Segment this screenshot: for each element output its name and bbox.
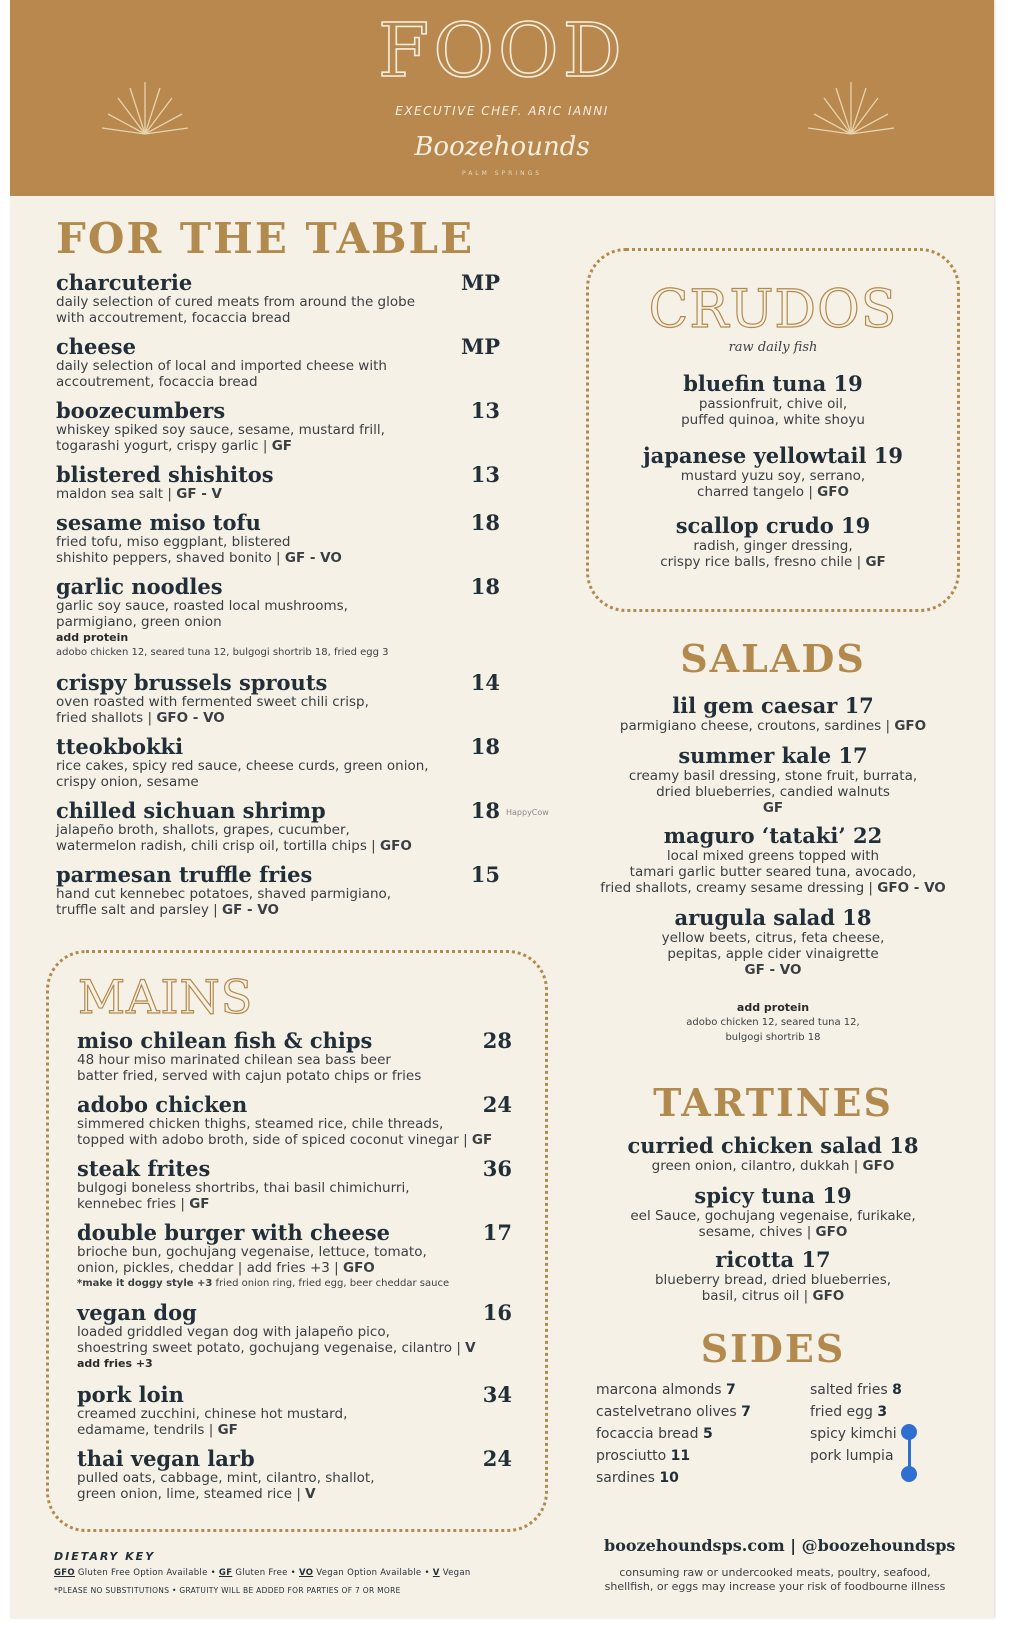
table-item-name: blistered shishitos (56, 462, 274, 487)
table-item-desc-text: maldon sea salt | (56, 486, 177, 502)
selection-handle-end[interactable] (901, 1466, 917, 1482)
dietary-desc: Vegan Option Available (313, 1568, 422, 1578)
mains-item-price: 36 (482, 1156, 512, 1181)
mains-item-extra-label: *make it doggy style +3 (77, 1278, 213, 1289)
table-item-name: charcuterie (56, 270, 193, 295)
side-item-price: 10 (659, 1470, 679, 1486)
salads-item-desc (580, 768, 966, 816)
side-item (810, 1448, 894, 1464)
table-item-price: 18 (470, 798, 500, 823)
table-item (56, 734, 500, 790)
crudos-item-name: bluefin tuna 19 (683, 371, 863, 396)
mains-item-desc-text: brioche bun, gochujang vegenaise, lettuce, tomato, onion, pickles, cheddar | add fries +3 | (77, 1244, 427, 1276)
mains-item-dietary-tag: V (465, 1340, 476, 1356)
table-item-desc-text: hand cut kennebec potatoes, shaved parmigiano, truffle salt and parsley | (56, 886, 392, 918)
mains-item-name: adobo chicken (77, 1092, 248, 1117)
table-item-desc-text: daily selection of local and imported cheese with accoutrement, focaccia bread (56, 358, 387, 390)
mains-item-price: 28 (482, 1028, 512, 1053)
tartines-item-name: ricotta 17 (715, 1247, 831, 1272)
tartines-item (580, 1134, 966, 1174)
mains-item-price: 24 (482, 1092, 512, 1117)
side-item (596, 1470, 679, 1486)
tartines-item (580, 1248, 966, 1304)
table-item (56, 798, 500, 854)
mains-item-desc-text: simmered chicken thighs, steamed rice, chile threads, topped with adobo broth, side of spiced coconut vinegar | (77, 1116, 468, 1148)
salads-item-desc-text: local mixed greens topped with tamari garlic butter seared tuna, avocado, fried shallots, creamy sesame dressing | (600, 848, 917, 896)
side-item-name: prosciutto (596, 1448, 671, 1464)
tartines-item-dietary-tag: GFO (862, 1158, 895, 1174)
side-item-price: 7 (726, 1382, 736, 1398)
table-item-dietary-tag: GF - VO (284, 550, 342, 566)
executive-chef: EXECUTIVE CHEF. ARIC IANNI (395, 104, 609, 118)
salads-item-desc-text: creamy basil dressing, stone fruit, burrata, dried blueberries, candied walnuts (628, 768, 918, 800)
salads-item-name: arugula salad 18 (674, 905, 872, 930)
mains-item-dietary-tag: GF (189, 1196, 210, 1212)
mains-item-add-label: add fries +3 (77, 1357, 153, 1370)
mains-item-name: pork loin (77, 1382, 184, 1407)
salads-item-name: summer kale 17 (678, 743, 868, 768)
table-item-name: cheese (56, 334, 136, 359)
table-item (56, 270, 500, 326)
side-item-price: 8 (892, 1382, 902, 1398)
salads-item-dietary-tag: GF (762, 800, 784, 816)
dietary-separator: • (287, 1568, 299, 1578)
table-item (56, 510, 500, 566)
crudos-item-desc-text: radish, ginger dressing, crispy rice balls, fresno chile | (660, 538, 862, 570)
salads-item-dietary-tag: GFO (894, 718, 927, 734)
dietary-desc: Gluten Free Option Available (74, 1568, 208, 1578)
mains-item-desc (77, 1116, 492, 1148)
table-item-price: 18 (470, 734, 500, 759)
side-item (810, 1382, 902, 1398)
salads-title: SALADS (680, 636, 866, 681)
brand-location: PALM SPRINGS (461, 170, 543, 177)
dietary-abbr: GF (218, 1568, 233, 1578)
salads-item-desc (580, 848, 966, 896)
table-item-desc (56, 886, 391, 918)
table-item-name: chilled sichuan shrimp (56, 798, 326, 823)
table-item-price: 14 (470, 670, 500, 695)
mains-item-dietary-tag: GFO (343, 1260, 375, 1276)
dietary-abbr: V (432, 1568, 440, 1578)
crudos-item-desc (586, 396, 960, 428)
dietary-separator: • (421, 1568, 433, 1578)
side-item-name: salted fries (810, 1382, 893, 1398)
mains-item-name: vegan dog (77, 1300, 197, 1325)
for-the-table-title: FOR THE TABLE (56, 214, 475, 263)
mains-item (77, 1092, 512, 1148)
mains-item-desc (77, 1180, 410, 1212)
table-item-desc-text: fried tofu, miso eggplant, blistered shishito peppers, shaved bonito | (56, 534, 291, 566)
table-item-desc (56, 694, 369, 726)
table-item-desc (56, 422, 385, 454)
table-item-name: crispy brussels sprouts (56, 670, 328, 695)
salads-item-name: lil gem caesar 17 (672, 693, 874, 718)
menu-page (10, 0, 994, 1618)
brand-logo: Boozehounds (414, 132, 590, 162)
crudos-title: CRUDOS (648, 280, 898, 340)
table-item-desc (56, 758, 429, 790)
menu-title: FOOD (377, 8, 626, 94)
foodborne-warning: consuming raw or undercooked meats, poultry, seafood, shellfish, or eggs may increase your risk of foodbourne illness (604, 1566, 946, 1593)
table-item-dietary-tag: GFO - VO (156, 710, 225, 726)
tartines-item-name: curried chicken salad 18 (627, 1133, 919, 1158)
salads-item-desc-text: yellow beets, citrus, feta cheese, pepitas, apple cider vinaigrette (661, 930, 885, 962)
salads-item-dietary-tag: GF - VO (744, 962, 802, 978)
table-item (56, 462, 500, 502)
sides-title: SIDES (700, 1326, 846, 1371)
salads-item (580, 906, 966, 978)
mains-item-name: steak frites (77, 1156, 211, 1181)
salads-item-desc (580, 930, 966, 978)
tartines-title: TARTINES (653, 1080, 893, 1125)
table-item-desc-text: rice cakes, spicy red sauce, cheese curds, green onion, crispy onion, sesame (56, 758, 429, 790)
table-item-desc (56, 486, 274, 502)
table-item-price: 18 (470, 574, 500, 599)
salads-item-dietary-tag: GFO - VO (877, 880, 946, 896)
crudos-item-desc-text: passionfruit, chive oil, puffed quinoa, white shoyu (681, 396, 865, 428)
salads-item (580, 824, 966, 896)
tartines-item-desc (580, 1272, 966, 1304)
happycow-watermark: HappyCow (506, 808, 549, 817)
tartines-item-desc-text: eel Sauce, gochujang vegenaise, furikake, sesame, chives | (630, 1208, 916, 1240)
mains-item (77, 1220, 512, 1291)
salads-item-name: maguro ‘tataki’ 22 (663, 823, 883, 848)
table-item-desc (56, 598, 389, 630)
crudos-item (586, 514, 960, 570)
add-protein-label: add protein (736, 1001, 810, 1014)
salads-item (580, 694, 966, 734)
mains-item-desc (77, 1244, 449, 1276)
table-item-desc-text: garlic soy sauce, roasted local mushrooms, parmigiano, green onion (56, 598, 348, 630)
side-item-price: 11 (670, 1448, 691, 1464)
side-item (810, 1404, 887, 1420)
table-item-dietary-tag: GFO (380, 838, 412, 854)
dietary-abbr: VO (298, 1568, 314, 1578)
mains-item-name: thai vegan larb (77, 1446, 255, 1471)
mains-item-desc-text: pulled oats, cabbage, mint, cilantro, shallot, green onion, lime, steamed rice | (77, 1470, 375, 1502)
side-item-price: 3 (877, 1404, 888, 1420)
crudos-item-desc-text: mustard yuzu soy, serrano, charred tangelo | (680, 468, 866, 500)
table-item-dietary-tag: GF - V (176, 486, 222, 502)
mains-item (77, 1446, 512, 1502)
mains-item-price: 24 (482, 1446, 512, 1471)
menu-header (10, 0, 994, 196)
tartines-item-desc (580, 1208, 966, 1240)
table-item (56, 670, 500, 726)
mains-item (77, 1028, 512, 1084)
crudos-item-desc (586, 538, 960, 570)
side-item-price: 7 (741, 1404, 751, 1420)
crudos-subtitle: raw daily fish (728, 340, 818, 355)
dietary-separator: • (207, 1568, 219, 1578)
table-item-desc (56, 294, 415, 326)
table-item-desc-text: oven roasted with fermented sweet chili crisp, fried shallots | (56, 694, 369, 726)
table-item (56, 398, 500, 454)
side-item-name: marcona almonds (596, 1382, 727, 1398)
mains-item-extra (77, 1276, 449, 1291)
table-item-price: MP (460, 334, 500, 359)
table-item-name: sesame miso tofu (56, 510, 261, 535)
side-item (596, 1426, 713, 1442)
tartines-item (580, 1184, 966, 1240)
crudos-item-desc (586, 468, 960, 500)
tartines-item-dietary-tag: GFO (815, 1224, 848, 1240)
table-item (56, 574, 500, 660)
tartines-item-dietary-tag: GFO (812, 1288, 845, 1304)
mains-title: MAINS (78, 970, 254, 1024)
side-item-name: fried egg (810, 1404, 878, 1420)
tartines-item-desc-text: blueberry bread, dried blueberries, basil, citrus oil | (654, 1272, 892, 1304)
salads-item (580, 744, 966, 816)
table-item-dietary-tag: GF - VO (221, 902, 279, 918)
table-item-name: parmesan truffle fries (56, 862, 313, 887)
table-item-price: 18 (470, 510, 500, 535)
mains-item-price: 17 (482, 1220, 512, 1245)
website-handle: boozehoundsps.com | @boozehoundsps (604, 1536, 956, 1555)
table-item-dietary-tag: GF (271, 438, 293, 454)
side-item-name: spicy kimchi (810, 1426, 897, 1442)
crudos-item-name: scallop crudo 19 (675, 513, 871, 538)
table-item-price: MP (460, 270, 500, 295)
table-item-desc (56, 534, 342, 566)
crudos-item-dietary-tag: GF (865, 554, 886, 570)
table-item-desc-text: daily selection of cured meats from around the globe with accoutrement, focaccia bread (56, 294, 416, 326)
mains-item-desc (77, 1324, 476, 1356)
side-item-name: sardines (596, 1470, 660, 1486)
mains-item-price: 16 (482, 1300, 512, 1325)
mains-item-desc-text: bulgogi boneless shortribs, thai basil chimichurri, kennebec fries | (77, 1180, 410, 1212)
side-item (596, 1382, 736, 1398)
mains-item-desc-text: 48 hour miso marinated chilean sea bass beer batter fried, served with cajun potato chips or fries (77, 1052, 422, 1084)
mains-item (77, 1156, 512, 1212)
crudos-item (586, 444, 960, 500)
table-item-desc-text: whiskey spiked soy sauce, sesame, mustard frill, togarashi yogurt, crispy garlic | (56, 422, 385, 454)
dietary-abbr: GFO (54, 1568, 75, 1578)
side-item-name: castelvetrano olives (596, 1404, 742, 1420)
mains-item-dietary-tag: V (305, 1486, 316, 1502)
mains-item (77, 1300, 512, 1371)
mains-item-name: double burger with cheese (77, 1220, 391, 1245)
crudos-item (586, 372, 960, 428)
mains-item-name: miso chilean fish & chips (77, 1028, 373, 1053)
tartines-item-desc (580, 1158, 966, 1174)
selection-handle-start[interactable] (901, 1424, 917, 1440)
side-item-name: focaccia bread (596, 1426, 703, 1442)
table-item-desc (56, 822, 412, 854)
salads-add-protein (580, 1000, 966, 1045)
table-item-name: tteokbokki (56, 734, 184, 759)
side-item (810, 1426, 897, 1442)
table-item-desc (56, 358, 387, 390)
mains-item-desc (77, 1470, 374, 1502)
side-item (596, 1404, 751, 1420)
mains-item-desc (77, 1406, 347, 1438)
salads-item-desc-text: parmigiano cheese, croutons, sardines | (619, 718, 895, 734)
table-item-name: boozecumbers (56, 398, 226, 423)
table-item-price: 15 (470, 862, 500, 887)
table-item-add-text: adobo chicken 12, seared tuna 12, bulgogi shortrib 18, fried egg 3 (56, 647, 389, 658)
dietary-desc: Gluten Free (232, 1568, 288, 1578)
mains-item-desc-text: loaded griddled vegan dog with jalapeño pico, shoestring sweet potato, gochujang vegenaise, cilantro | (77, 1324, 461, 1356)
crudos-item-dietary-tag: GFO (817, 484, 849, 500)
tartines-item-name: spicy tuna 19 (694, 1183, 852, 1208)
mains-item-desc-text: creamed zucchini, chinese hot mustard, edamame, tendrils | (77, 1406, 348, 1438)
tartines-item-desc-text: green onion, cilantro, dukkah | (651, 1158, 863, 1174)
table-item-name: garlic noodles (56, 574, 223, 599)
add-protein-options: adobo chicken 12, seared tuna 12, bulgogi shortrib 18 (686, 1017, 860, 1043)
mains-item (77, 1382, 512, 1438)
mains-item-price: 34 (482, 1382, 512, 1407)
table-item-desc-text: jalapeño broth, shallots, grapes, cucumber, watermelon radish, chili crisp oil, tortilla chips | (56, 822, 376, 854)
side-item-name: pork lumpia (810, 1448, 894, 1464)
mains-item-dietary-tag: GF (471, 1132, 493, 1148)
no-substitutions-note: *PLEASE NO SUBSTITUTIONS • GRATUITY WILL BE ADDED FOR PARTIES OF 7 OR MORE (54, 1586, 401, 1595)
mains-item-desc (77, 1052, 421, 1084)
mains-item-dietary-tag: GF (217, 1422, 238, 1438)
side-item (596, 1448, 690, 1464)
side-item-price: 5 (702, 1426, 713, 1442)
dietary-key-title: DIETARY KEY (54, 1550, 156, 1563)
mains-item-extra-text: fried onion ring, fried egg, beer cheddar sauce (212, 1278, 450, 1289)
dietary-desc: Vegan (439, 1568, 471, 1578)
table-item-add-label: add protein (56, 631, 129, 644)
salads-item-desc (580, 718, 966, 734)
dietary-key-legend (54, 1568, 471, 1578)
table-item-price: 13 (470, 462, 500, 487)
table-item-price: 13 (470, 398, 500, 423)
crudos-item-name: japanese yellowtail 19 (642, 443, 904, 468)
table-item (56, 862, 500, 918)
table-item (56, 334, 500, 390)
